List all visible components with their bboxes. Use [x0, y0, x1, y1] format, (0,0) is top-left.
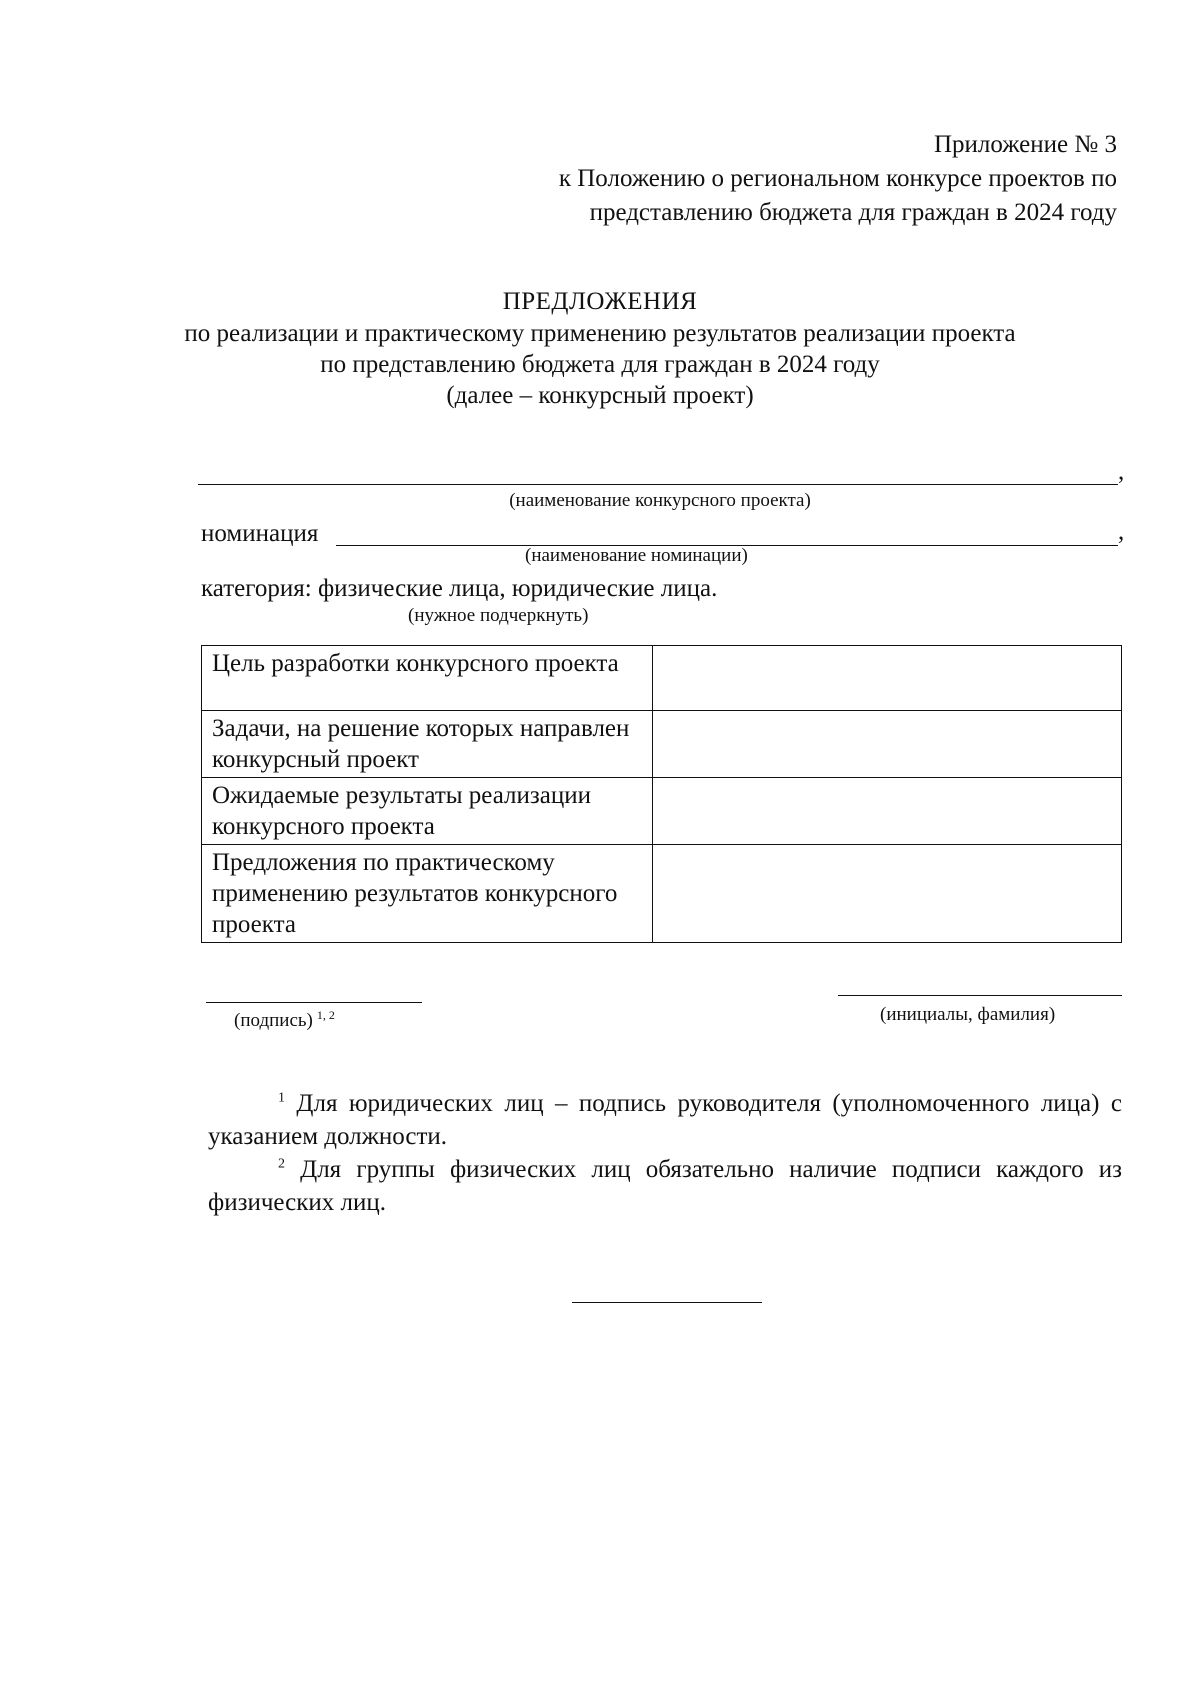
- document-subtitle: [0, 318, 1200, 411]
- proposal-table: [201, 645, 1122, 943]
- row-value-goal[interactable]: [653, 646, 1122, 711]
- appendix-header: [559, 128, 1117, 230]
- appendix-line-2: представлению бюджета для граждан в 2024 году: [589, 199, 1117, 226]
- row-label-goal: Цель разработки конкурсного проекта: [202, 646, 653, 711]
- row-value-tasks[interactable]: [653, 711, 1122, 778]
- signature-field[interactable]: [206, 1002, 422, 1003]
- project-name-field[interactable]: [198, 484, 1118, 485]
- signature-footnote-marks: 1, 2: [316, 1007, 335, 1022]
- project-name-hint: (наименование конкурсного проекта): [509, 490, 811, 511]
- table-row: [202, 711, 1122, 778]
- footnote-2-text: Для группы физических лиц обязательно наличие подписи каждого из физических лиц.: [208, 1156, 1122, 1216]
- project-name-comma: ,: [1118, 458, 1125, 485]
- appendix-line-1: к Положению о региональном конкурсе проектов по: [558, 165, 1117, 192]
- signature-hint-text: (подпись): [234, 1010, 313, 1031]
- footnote-1-text: Для юридических лиц – подпись руководителя (уполномоченного лица) с указанием должности.: [208, 1090, 1122, 1150]
- row-label-proposals: Предложения по практическому применению результатов конкурсного проекта: [202, 845, 653, 943]
- document-title: ПРЕДЛОЖЕНИЯ: [502, 288, 698, 315]
- footnotes: [208, 1087, 1122, 1219]
- footnote-1: [208, 1087, 1122, 1153]
- footnote-1-mark: 1: [278, 1090, 285, 1106]
- nomination-label: номинация: [201, 520, 319, 547]
- subtitle-line-1: по реализации и практическому применению результатов реализации проекта: [184, 320, 1016, 347]
- category-text: категория: физические лица, юридические лица.: [201, 575, 718, 602]
- initials-hint: (инициалы, фамилия): [880, 1004, 1056, 1025]
- category-hint: (нужное подчеркнуть): [408, 605, 589, 626]
- row-label-tasks: Задачи, на решение которых направлен конкурсный проект: [202, 711, 653, 778]
- table-row: [202, 778, 1122, 845]
- appendix-number: Приложение № 3: [933, 131, 1117, 158]
- nomination-comma: ,: [1118, 518, 1125, 545]
- initials-field[interactable]: [838, 995, 1122, 996]
- signature-hint: [234, 1007, 335, 1032]
- footnote-2-mark: 2: [278, 1156, 285, 1172]
- table-row: [202, 646, 1122, 711]
- subtitle-line-3: (далее – конкурсный проект): [446, 382, 754, 409]
- subtitle-line-2: по представлению бюджета для граждан в 2024 году: [320, 351, 880, 378]
- row-label-results: Ожидаемые результаты реализации конкурсного проекта: [202, 778, 653, 845]
- table-row: [202, 845, 1122, 943]
- row-value-results[interactable]: [653, 778, 1122, 845]
- footnote-2: [208, 1153, 1122, 1219]
- end-separator: [572, 1302, 762, 1303]
- row-value-proposals[interactable]: [653, 845, 1122, 943]
- nomination-hint: (наименование номинации): [525, 545, 748, 566]
